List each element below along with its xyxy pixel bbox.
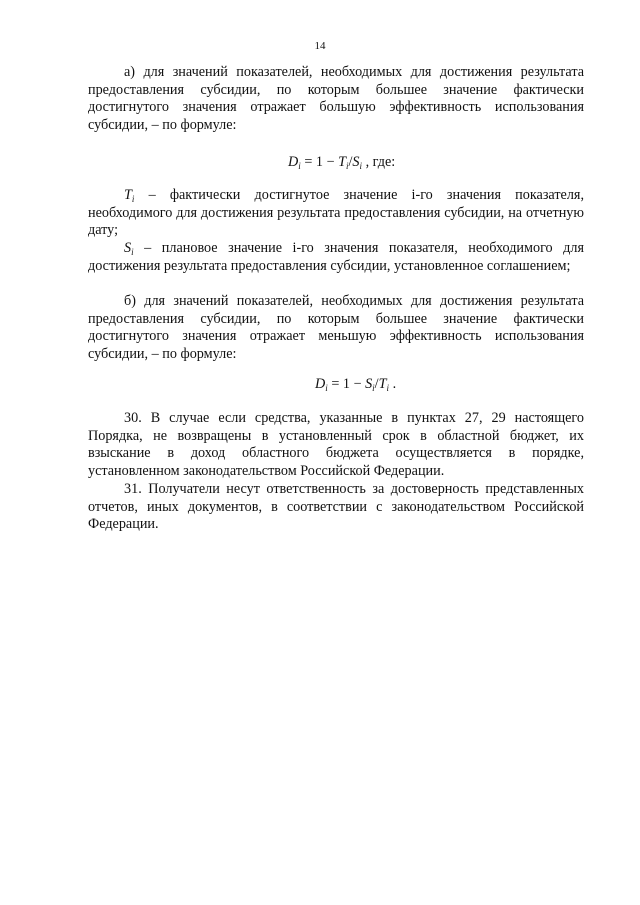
formula-1-d-sub: i	[298, 161, 301, 171]
formula-1	[288, 153, 395, 171]
definition-t-sub: i	[131, 194, 135, 204]
paragraph-a	[88, 64, 584, 134]
formula-2-d-var: D	[315, 376, 326, 392]
formula-1-slash: /	[348, 154, 353, 170]
definition-t-var: T	[124, 187, 132, 203]
definition-s-body: – плановое значение i-го значения показателя, необходимого для достижения результата предоставления субсидии, установленное соглашением;	[88, 240, 584, 274]
paragraph-a-text: а) для значений показателей, необходимых для достижения результата предоставления субсидии, по которым большее значение фактически достигнутого значения отражает большую эффективность использования субсидии, – по формуле:	[88, 64, 584, 133]
definition-t-text	[88, 187, 584, 240]
paragraph-31-text: 31. Получатели несут ответственность за достоверность представленных отчетов, иных документов, в соответствии с законодательством Российской Федерации.	[88, 481, 584, 533]
definition-s-sub: i	[131, 247, 134, 257]
paragraph-30	[88, 410, 584, 480]
formula-2-t-var: T	[378, 376, 387, 392]
page-number: 14	[314, 40, 326, 52]
formula-1-tail: , где:	[362, 154, 396, 170]
formula-2-t-sub: i	[386, 383, 390, 393]
paragraph-30-text: 30. В случае если средства, указанные в пунктах 27, 29 настоящего Порядка, не возвращены в установленный срок в областной бюджет, их взыскание в доход областного бюджета осуществляется в порядке, установленном законодательством Российской Федерации.	[88, 410, 584, 479]
formula-2	[315, 375, 396, 393]
formula-1-s-var: S	[352, 154, 360, 170]
paragraph-b-text: б) для значений показателей, необходимых для достижения результата предоставления субсидии, по которым большее значение фактически достигнутого значения отражает меньшую эффективность использования субсидии, – по формуле:	[88, 293, 584, 362]
definition-s-var: S	[124, 240, 132, 256]
paragraph-31	[88, 481, 584, 534]
definition-s-text	[88, 240, 584, 275]
definition-s	[88, 240, 584, 275]
formula-2-eq: = 1 −	[327, 376, 366, 392]
formula-1-s-sub: i	[359, 161, 363, 171]
definition-t	[88, 187, 584, 240]
formula-2-s-sub: i	[372, 383, 375, 393]
formula-2-tail: .	[389, 376, 397, 392]
formula-2-d-sub: i	[325, 383, 328, 393]
formula-1-t-var: T	[338, 154, 346, 170]
paragraph-b	[88, 293, 584, 363]
formula-1-eq: = 1 −	[300, 154, 339, 170]
formula-1-d-var: D	[288, 154, 299, 170]
formula-1-t-sub: i	[345, 161, 349, 171]
formula-2-s-var: S	[365, 376, 373, 392]
definition-t-body: – фактически достигнутое значение i-го значения показателя, необходимого для достижения результата предоставления субсидии, на отчетную дату;	[88, 187, 584, 239]
formula-2-slash: /	[374, 376, 379, 392]
